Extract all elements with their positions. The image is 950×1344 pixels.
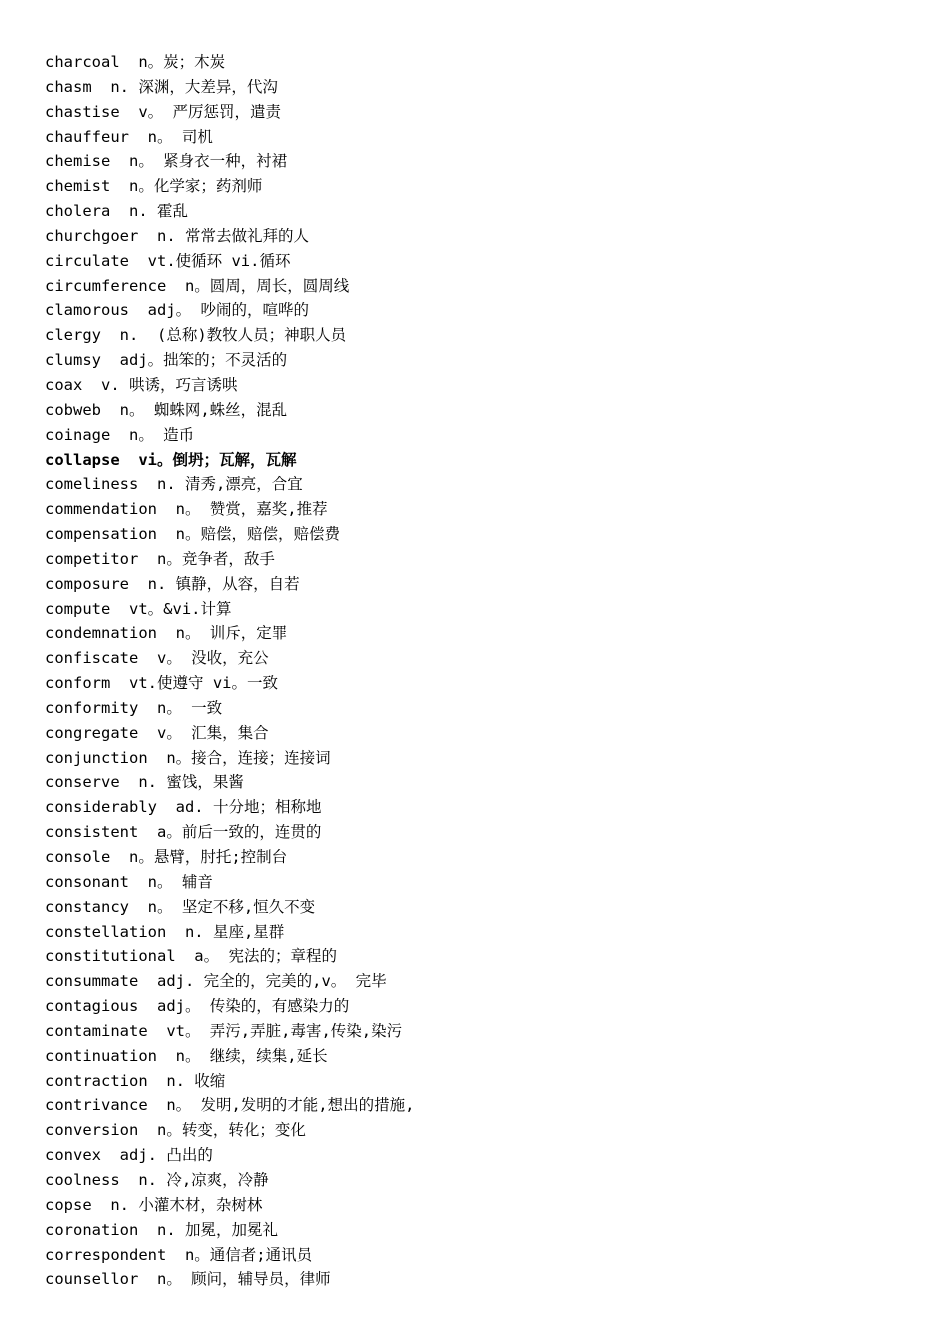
vocab-entry: competitor n。竞争者，敌手	[45, 549, 275, 568]
vocab-entry: chastise v。 严厉惩罚，遣责	[45, 102, 281, 121]
vocab-entry: consistent a。前后一致的，连贯的	[45, 823, 322, 842]
vocab-entry: coolness n. 冷,凉爽，冷静	[45, 1170, 269, 1189]
vocab-entry: constitutional a。 宪法的；章程的	[45, 947, 337, 966]
vocab-entry: compensation n。赔偿，赔偿，赔偿费	[45, 525, 340, 544]
vocab-entry: copse n. 小灌木材，杂树林	[45, 1195, 263, 1214]
vocab-entry: collapse vi。倒坍；瓦解，瓦解	[45, 450, 297, 469]
vocab-entry: coronation n. 加冕，加冕礼	[45, 1220, 278, 1239]
vocab-entry: conjunction n。接合，连接；连接词	[45, 748, 331, 767]
vocab-entry: contaminate vt。 弄污,弄脏,毒害,传染,染污	[45, 1021, 403, 1040]
vocab-entry: composure n. 镇静，从容，自若	[45, 574, 300, 593]
vocab-entry: compute vt。&vi.计算	[45, 599, 232, 618]
vocab-entry: conserve n. 蜜饯，果酱	[45, 773, 244, 792]
vocab-entry: convex adj. 凸出的	[45, 1146, 213, 1165]
vocab-entry: conversion n。转变，转化；变化	[45, 1121, 306, 1140]
vocab-entry: conform vt.使遵守 vi。一致	[45, 674, 278, 693]
vocab-entry: circulate vt.使循环 vi.循环	[45, 251, 291, 270]
vocab-entry: charcoal n。炭；木炭	[45, 53, 226, 71]
vocab-entry: comeliness n. 清秀,漂亮，合宜	[45, 475, 303, 494]
vocab-entry: condemnation n。 训斥，定罪	[45, 624, 288, 643]
vocab-entry: cobweb n。 蜘蛛网,蛛丝，混乱	[45, 400, 288, 419]
vocab-entry: chauffeur n。 司机	[45, 127, 213, 146]
vocab-entry: clergy n. (总称)教牧人员；神职人员	[45, 326, 347, 345]
vocab-entry: constancy n。 坚定不移,恒久不变	[45, 897, 316, 916]
vocab-entry: coax v. 哄诱，巧言诱哄	[45, 375, 238, 394]
vocab-entry: chemise n。 紧身衣一种，衬裙	[45, 152, 288, 171]
vocab-entry: clumsy adj。拙笨的；不灵活的	[45, 351, 288, 370]
vocab-entry: conformity n。 一致	[45, 698, 223, 717]
vocab-entry: commendation n。 赞赏，嘉奖,推荐	[45, 500, 328, 519]
vocab-entry: consummate adj. 完全的，完美的,v。 完毕	[45, 972, 387, 991]
vocab-entry: contrivance n。 发明,发明的才能,想出的措施,	[45, 1096, 415, 1115]
vocab-entry: consonant n。 辅音	[45, 872, 213, 891]
vocab-entry: circumference n。圆周，周长，圆周线	[45, 276, 350, 295]
vocab-entry: counsellor n。 顾问，辅导员，律师	[45, 1270, 331, 1289]
vocab-entry: chasm n. 深渊，大差异，代沟	[45, 77, 278, 96]
vocab-entry: console n。悬臂，肘托;控制台	[45, 848, 288, 866]
vocab-entry: considerably ad. 十分地；相称地	[45, 798, 322, 817]
vocab-entry: cholera n. 霍乱	[45, 202, 188, 221]
vocab-entry: contraction n. 收缩	[45, 1071, 226, 1090]
vocabulary-list	[45, 50, 905, 1292]
vocab-entry: coinage n。 造币	[45, 425, 195, 444]
vocab-entry: chemist n。化学家；药剂师	[45, 177, 263, 196]
vocab-entry: churchgoer n. 常常去做礼拜的人	[45, 226, 309, 245]
vocab-entry: constellation n. 星座,星群	[45, 922, 285, 941]
vocab-entry: congregate v。 汇集，集合	[45, 723, 269, 742]
vocab-entry: correspondent n。通信者;通讯员	[45, 1245, 313, 1264]
vocab-entry: clamorous adj。 吵闹的，喧哗的	[45, 301, 309, 320]
vocab-entry: contagious adj。 传染的，有感染力的	[45, 997, 350, 1016]
vocab-entry: confiscate v。 没收，充公	[45, 649, 269, 668]
vocab-entry: continuation n。 继续，续集,延长	[45, 1046, 328, 1065]
